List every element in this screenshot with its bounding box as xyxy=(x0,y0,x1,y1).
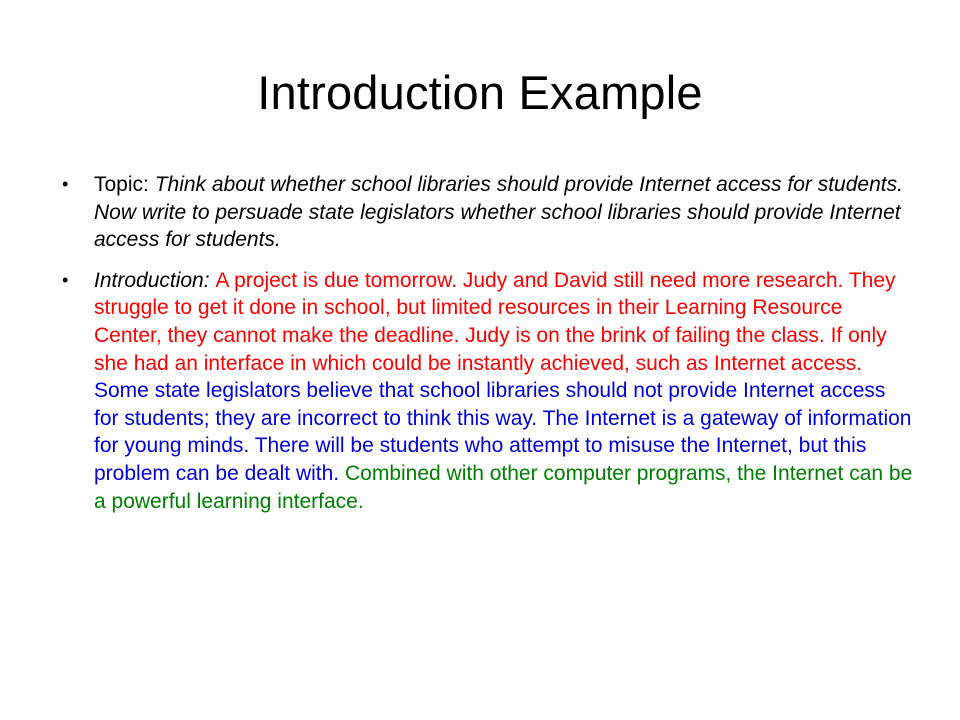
slide-title: Introduction Example xyxy=(257,66,703,119)
slide-body xyxy=(62,171,914,528)
introduction-thesis-text: Some state legislators believe that school libraries should not provide Internet access for students; they are incorrect to think this way. The Internet is a gateway of information for young minds. There will be students who attempt to misuse the Internet, but this problem can be dealt with. xyxy=(94,379,912,485)
topic-label: Topic: xyxy=(94,173,155,196)
bullet-dot-icon: • xyxy=(62,269,69,290)
introduction-label: Introduction: xyxy=(94,268,216,292)
introduction-hook-text: A project is due tomorrow. Judy and David still need more research. They struggle to get it done in school, but limited resources in their Learning Resource Center, they cannot make the deadline. Judy is on the brink of failing the class. If only she had an interface in which could be instantly achieved, such as Internet access. xyxy=(94,268,896,375)
introduction-closing-text: Combined with other computer programs, the Internet can be a powerful learning interface. xyxy=(94,461,913,513)
bullet-topic xyxy=(62,171,914,254)
bullet-introduction xyxy=(62,267,914,515)
bullet-dot-icon: • xyxy=(62,174,69,194)
topic-text: Think about whether school libraries should provide Internet access for students. Now write to persuade state legislators whether school libraries should provide Internet access for students. xyxy=(94,173,903,252)
